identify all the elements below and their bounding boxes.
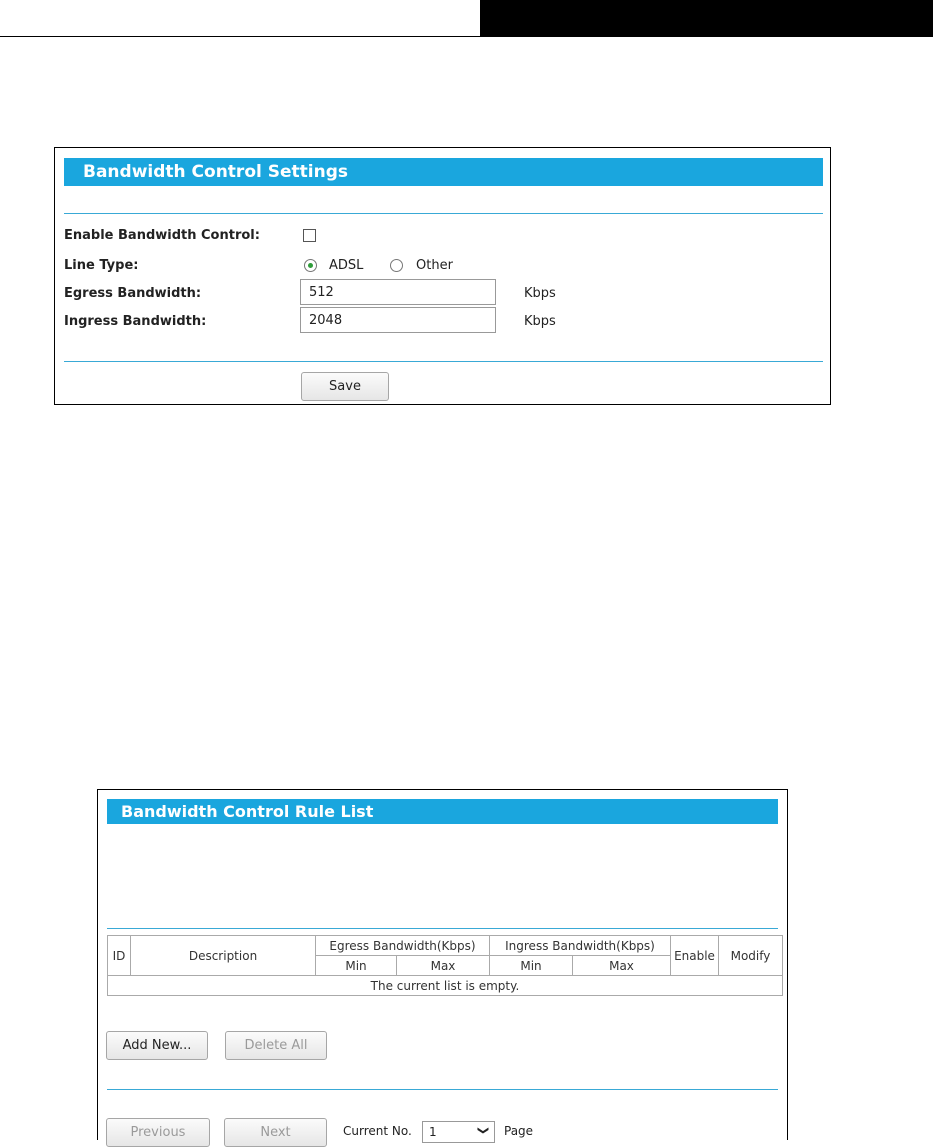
settings-divider-bottom xyxy=(64,361,823,362)
previous-button[interactable]: Previous xyxy=(106,1118,210,1147)
col-egress-min: Min xyxy=(316,956,397,976)
col-enable: Enable xyxy=(671,936,719,976)
col-modify: Modify xyxy=(719,936,783,976)
line-type-other-radio[interactable] xyxy=(390,259,403,272)
settings-title: Bandwidth Control Settings xyxy=(64,158,823,186)
header-rule xyxy=(0,36,480,37)
ingress-bandwidth-label: Ingress Bandwidth: xyxy=(64,314,207,329)
header-black-block xyxy=(480,0,933,37)
line-type-adsl-radio[interactable] xyxy=(304,259,317,272)
col-ingress: Ingress Bandwidth(Kbps) xyxy=(490,936,671,956)
col-egress: Egress Bandwidth(Kbps) xyxy=(316,936,490,956)
egress-bandwidth-label: Egress Bandwidth: xyxy=(64,286,202,301)
settings-divider-top xyxy=(64,213,823,214)
col-description: Description xyxy=(131,936,316,976)
egress-unit: Kbps xyxy=(524,286,556,301)
rule-table xyxy=(107,935,783,996)
current-page-value: 1 xyxy=(429,1125,437,1139)
col-ingress-max: Max xyxy=(573,956,671,976)
col-egress-max: Max xyxy=(397,956,490,976)
next-button[interactable]: Next xyxy=(224,1118,327,1147)
rule-list-panel xyxy=(97,789,788,1140)
chevron-down-icon: ❯ xyxy=(476,1125,490,1136)
rule-list-title: Bandwidth Control Rule List xyxy=(107,799,778,824)
enable-bandwidth-checkbox[interactable] xyxy=(303,229,316,242)
rule-list-divider-bottom xyxy=(107,1089,778,1090)
current-page-select[interactable] xyxy=(422,1121,495,1143)
page-label: Page xyxy=(504,1124,534,1138)
rule-list-divider-top xyxy=(107,928,778,929)
egress-bandwidth-input[interactable] xyxy=(300,279,496,305)
add-new-button[interactable]: Add New... xyxy=(106,1031,208,1060)
empty-list-message: The current list is empty. xyxy=(108,976,783,996)
save-button[interactable]: Save xyxy=(301,372,389,401)
current-no-label: Current No. xyxy=(343,1124,412,1138)
line-type-label: Line Type: xyxy=(64,258,139,273)
enable-bandwidth-label: Enable Bandwidth Control: xyxy=(64,228,260,243)
line-type-adsl-label: ADSL xyxy=(329,258,364,273)
delete-all-button[interactable]: Delete All xyxy=(225,1031,327,1060)
ingress-unit: Kbps xyxy=(524,314,556,329)
line-type-other-label: Other xyxy=(416,258,453,273)
col-id: ID xyxy=(108,936,131,976)
col-ingress-min: Min xyxy=(490,956,573,976)
bandwidth-settings-panel xyxy=(54,147,831,405)
ingress-bandwidth-input[interactable] xyxy=(300,307,496,333)
